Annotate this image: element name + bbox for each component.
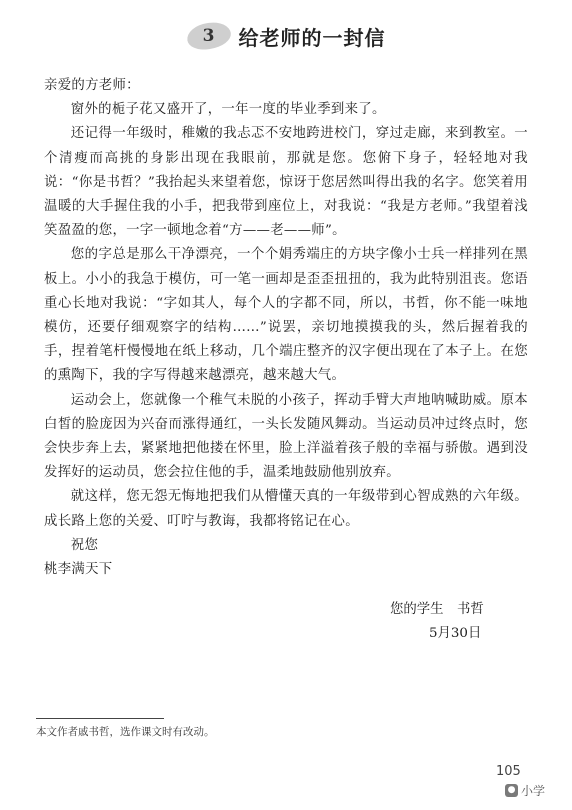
lesson-number: 3 [202,26,215,46]
wechat-icon: ● [505,784,518,797]
letter-signature: 您的学生 书哲 [390,602,484,617]
letter-closing-blessing: 桃李满天下 [44,562,113,578]
watermark-text: 小学 [521,784,546,798]
letter-body [44,74,528,582]
letter-paragraph-4: 运动会上，您就像一个稚气未脱的小孩子，挥动手臂大声地呐喊助威。原本白皙的脸庞因为兴奋而涨得通红，一头长发随风舞动。当运动员冲过终点时，您会快步奔上去，紧紧地把他搂在怀里，脸上洋溢着孩子般的幸福与骄傲。遇到没发挥好的运动员，您会拉住他的手，温柔地鼓励他别放弃。 [44,392,528,481]
letter-closing-wish: 祝您 [70,537,99,553]
lesson-title [0,14,572,58]
page-number: 105 [496,764,521,779]
watermark [505,782,545,799]
lesson-number-badge [187,21,231,51]
letter-paragraph-3: 您的字总是那么干净漂亮，一个个娟秀端庄的方块字像小士兵一样排列在黑板上。小小的我急于模仿，可一笔一画却是歪歪扭扭的，我为此特别沮丧。您语重心长地对我说：“字如其人，每个人的字都不同，所以，书哲，你不能一味地模仿，还要仔细观察字的结构……”说罢，亲切地摸摸我的头，然后握着我的手，捏着笔杆慢慢地在纸上移动，几个端庄整齐的汉字便出现在了本子上。在您的熏陶下，我的字写得越来越漂亮，越来越大气。 [44,247,528,384]
lesson-title-text: 给老师的一封信 [238,25,386,50]
footnote: 本文作者戚书哲，选作课文时有改动。 [36,726,215,738]
letter-paragraph-1: 窗外的栀子花又盛开了，一年一度的毕业季到来了。 [70,102,386,118]
letter-salutation: 亲爱的方老师： [44,78,140,93]
footnote-divider [36,718,164,719]
letter-date: 5月30日 [429,626,482,641]
letter-paragraph-2: 还记得一年级时，稚嫩的我忐忑不安地跨进校门，穿过走廊，来到教室。一个清瘦而高挑的身影出现在我眼前，那就是您。您俯下身子，轻轻地对我说：“你是书哲？”我抬起头来望着您，惊讶于您居然叫得出我的名字。您笑着用温暖的大手握住我的小手，把我带到座位上，对我说：“我是方老师。”我望着浅笑盈盈的您，一字一顿地念着“方——老——师”。 [44,126,528,239]
letter-paragraph-5: 就这样，您无怨无悔地把我们从懵懂天真的一年级带到心智成熟的六年级。成长路上您的关爱、叮咛与教诲，我都将铭记在心。 [44,489,528,529]
